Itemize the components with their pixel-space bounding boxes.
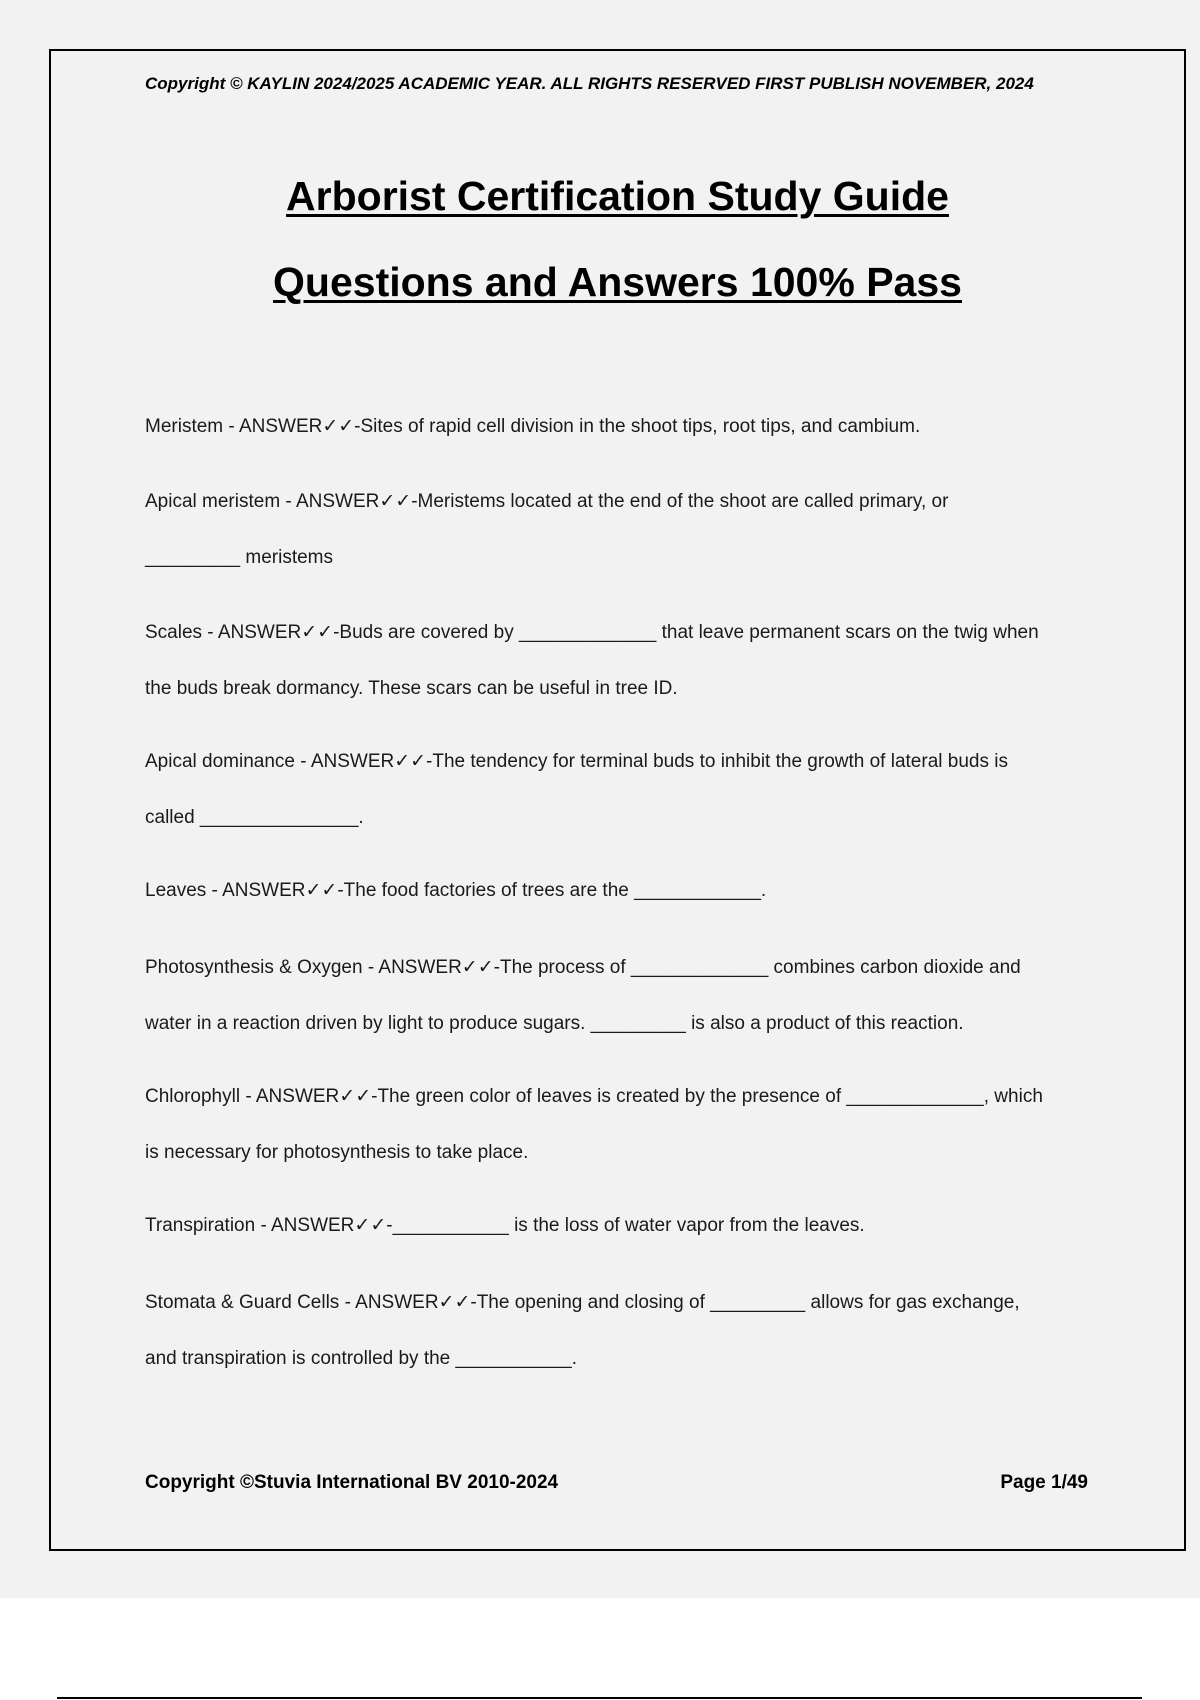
qa-line: Scales - ANSWER✓✓-Buds are covered by _____________ that leave permanent scars on the twig when xyxy=(145,622,1039,643)
title-line-2: Questions and Answers 100% Pass xyxy=(273,259,962,305)
qa-item-scales xyxy=(145,605,1090,717)
qa-line: _________ meristems xyxy=(145,547,333,568)
qa-line: Photosynthesis & Oxygen - ANSWER✓✓-The process of _____________ combines carbon dioxide and xyxy=(145,957,1021,978)
qa-line: called _______________. xyxy=(145,807,364,828)
qa-item-leaves xyxy=(145,863,1090,919)
qa-line: and transpiration is controlled by the ___________. xyxy=(145,1348,578,1369)
qa-line: Chlorophyll - ANSWER✓✓-The green color of leaves is created by the presence of _____________, which xyxy=(145,1086,1043,1107)
qa-line: Apical dominance - ANSWER✓✓-The tendency for terminal buds to inhibit the growth of lateral buds is xyxy=(145,751,1008,772)
qa-item-chlorophyll xyxy=(145,1069,1090,1181)
qa-line: Apical meristem - ANSWER✓✓-Meristems located at the end of the shoot are called primary, or xyxy=(145,491,949,512)
header-copyright: Copyright © KAYLIN 2024/2025 ACADEMIC YEAR. ALL RIGHTS RESERVED FIRST PUBLISH NOVEMBER, 2024 xyxy=(145,74,1034,93)
title-line-1: Arborist Certification Study Guide xyxy=(286,173,949,219)
qa-item-stomata xyxy=(145,1275,1090,1387)
qa-line: water in a reaction driven by light to produce sugars. _________ is also a product of this reaction. xyxy=(145,1013,964,1034)
qa-item-photosynthesis xyxy=(145,940,1090,1052)
next-page-divider xyxy=(57,1697,1142,1699)
qa-item-meristem xyxy=(145,399,1090,455)
qa-line: Transpiration - ANSWER✓✓-___________ is the loss of water vapor from the leaves. xyxy=(145,1215,865,1236)
qa-line: Meristem - ANSWER✓✓-Sites of rapid cell division in the shoot tips, root tips, and cambium. xyxy=(145,416,921,437)
page-number: Page 1/49 xyxy=(1000,1472,1088,1493)
qa-item-transpiration xyxy=(145,1198,1090,1254)
qa-item-apical-dominance xyxy=(145,734,1090,846)
qa-line: Stomata & Guard Cells - ANSWER✓✓-The opening and closing of _________ allows for gas exchange, xyxy=(145,1292,1020,1313)
qa-item-apical-meristem xyxy=(145,474,1090,586)
qa-line: Leaves - ANSWER✓✓-The food factories of trees are the ____________. xyxy=(145,880,767,901)
qa-line: is necessary for photosynthesis to take place. xyxy=(145,1142,529,1163)
qa-line: the buds break dormancy. These scars can be useful in tree ID. xyxy=(145,678,678,699)
footer-copyright: Copyright ©Stuvia International BV 2010-2024 xyxy=(145,1472,559,1493)
